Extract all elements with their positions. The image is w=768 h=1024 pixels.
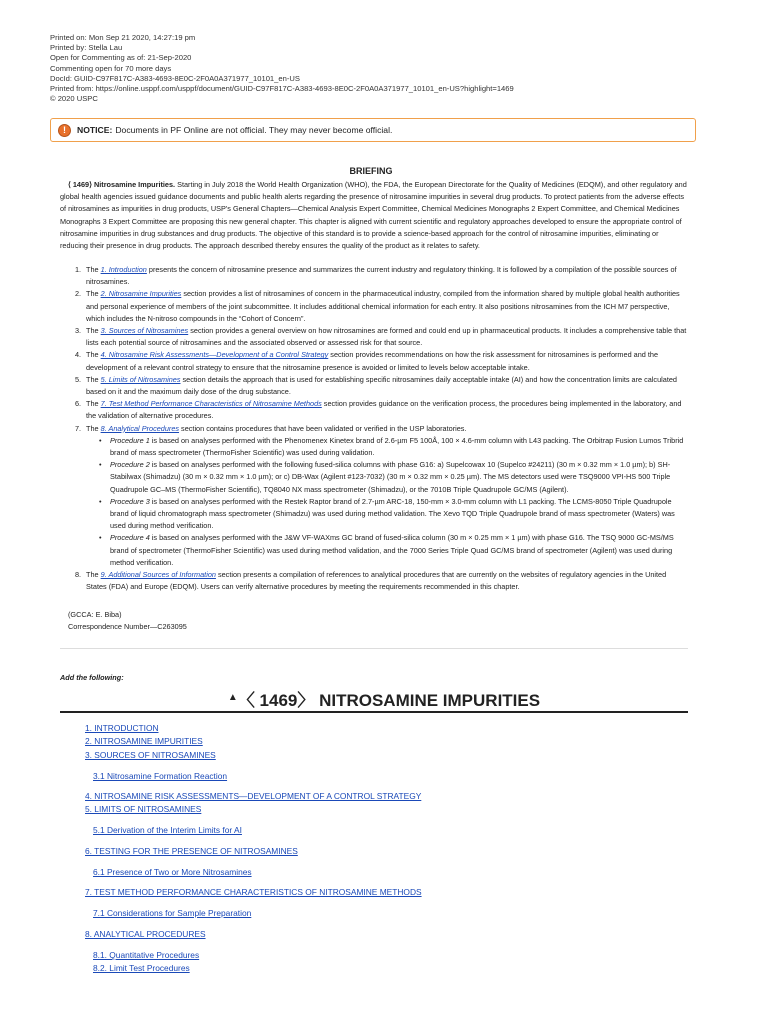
triangle-marker-icon: ▲ [227,692,238,703]
briefing-title: BRIEFING [349,166,393,176]
list-item: 6. The 7. Test Method Performance Characteristics of Nitrosamine Methods section provides guidance on the verification process, the procedures being implemented in the laboratory, and the validation of alternative procedures. [75,399,682,421]
toc-link[interactable]: 3. SOURCES OF NITROSAMINES [85,750,216,760]
notice-banner [50,118,696,142]
section-link[interactable]: 2. Nitrosamine Impurities [100,289,182,299]
gcca: (GCCA: E. Biba) [68,610,122,619]
section-link[interactable]: 1. Introduction [100,265,147,274]
list-item: 8. The 9. Additional Sources of Information section presents a compilation of references to analytical procedures that are currently on the websites of regulatory agencies in the United States (FDA) and Europe (EDQM). Users can verify alternative procedures by meeting the requirements recommended in this chapter. [75,570,667,592]
list-item: 5. The 5. Limits of Nitrosamines section details the approach that is used for establishing specific nitrosamines daily acceptable intake (AI) and how the concentration limits are calculated based on it and the maximum daily dose of the drug substance. [75,374,677,397]
toc-link[interactable]: 1. INTRODUCTION [85,723,159,733]
procedure-item: • Procedure 2 is based on analyses performed with the following fused-silica columns with phase G16: a) Supelcowax 10 (Supelco #24211) (30 m × 0.32 mm × 1.0 µm); b) SH-Stabilwax (Shimadzu) (30 m × 0.32 mm × 1.0 µm); or c) DB-Wax (Agilent #123-7032) (30 m × 0.32 mm × 0.25 µm). The MS detectors used were TSQ9000 VPI-HS 500 Triple Quadrupole GC–MS (ThermoFisher Scientific), TQ8040 NX mass spectrometer (Shimadzu), or the 7010B Triple Quadrupole GC/MS (Agilent). [86,459,688,496]
toc-link[interactable]: 6.1 Presence of Two or More Nitrosamines [93,867,252,877]
toc-link[interactable]: 6. TESTING FOR THE PRESENCE OF NITROSAMINES [85,846,298,856]
procedure-list [86,435,688,569]
briefing-footer [68,609,187,633]
toc-link[interactable]: 7.1 Considerations for Sample Preparation [93,908,252,918]
title-divider [60,711,688,713]
section-link[interactable]: 5. Limits of Nitrosamines [100,374,181,384]
toc-link[interactable]: 2. NITROSAMINE IMPURITIES [85,736,203,746]
printed-from: Printed from: https://online.usppf.com/usppf/document/GUID-C97F817C-A383-4693-8E0C-2F0A0A371977_10101_en-US?highlight=1469 [50,84,514,94]
chapter-title-text: 〈 1469〉 NITROSAMINE IMPURITIES [237,691,541,710]
notice-label: NOTICE: [77,125,113,135]
procedure-item: • Procedure 1 is based on analyses performed with the Phenomenex Kinetex brand of 2.6-µm F5 100Å, 100 × 4.6-mm column with L43 packing. The Orbitrap Fusion Lumos Tribrid brand of mass spectrometer (ThermoFisher Scientific) was used during validation. [86,435,688,459]
section-link[interactable]: 8. Analytical Procedures [100,423,180,433]
toc-link[interactable]: 8.2. Limit Test Procedures [93,963,190,973]
toc-link[interactable]: 7. TEST METHOD PERFORMANCE CHARACTERISTICS OF NITROSAMINE METHODS [85,887,422,897]
print-info [50,33,514,104]
procedure-item: • Procedure 4 is based on analyses performed with the J&W VF-WAXms GC brand of fused-silica column (30 m × 0.25 mm × 1 µm) with phase G16. The TSQ 9000 GC-MS/MS brand of spectrometer (ThermoFisher Scientific) was used during method validation, and the 7000 Series Triple Quad GC/MS brand of spectrometer (Agilent) was used during method verification. [86,532,688,569]
toc-link[interactable]: 5.1 Derivation of the Interim Limits for AI [93,825,242,835]
toc-link[interactable]: 4. NITROSAMINE RISK ASSESSMENTS—DEVELOPMENT OF A CONTROL STRATEGY [85,791,422,801]
list-item: 7. The 8. Analytical Procedures section contains procedures that have been validated or verified in the USP laboratories. • Procedure 1 is based on analyses performed with the Phenomenex Kinetex brand of 2.6-µm F5 100Å, 100 × 4.6-mm column with L43 packing. The Orbitrap Fusion Lumos Tribrid brand of mass spectrometer (ThermoFisher Scientific) was used during validation. • Procedure 2 is based on analyses performed with the following fused-silica columns with phase G16: a) Supelcowax 10 (Supelco #24211) (30 m × 0.32 mm × 1.0 µm); b) SH-Stabilwax (Shimadzu) (30 m × 0.32 mm × 1.0 µm); or c) DB-Wax (Agilent #123-7032) (30 m × 0.32 mm × 0.25 µm). The MS detectors used were TSQ9000 VPI-HS 500 Triple Quadrupole GC–MS (ThermoFisher Scientific), TQ8040 NX mass spectrometer (Shimadzu), or the 7010B Triple Quadrupole GC/MS (Agilent). • Procedure 3 is based on analyses performed with the Restek Raptor brand of 2.7-µm ARC-18, 150-mm × 3.0-mm column with L1 packing. The LCMS-8050 Triple Quadrupole brand of liquid chromatograph mass spectrometer (Shimadzu) was used during method validation. The Xevo TQD Triple Quadrupole brand of mass spectrometer (Waters) was used during method verification. • Procedure 4 is based on analyses performed with the J&W VF-WAXms GC brand of fused-silica column (30 m × 0.25 mm × 1 µm) with phase G16. The TSQ 9000 GC-MS/MS brand of spectrometer (ThermoFisher Scientific) was used during method validation, and the 7000 Series Triple Quad GC/MS brand of spectrometer (Agilent) was used during method verification. [60,423,688,569]
intro-text: Starting in July 2018 the World Health Organization (WHO), the FDA, the European Directorate for the Quality of Medicines (EDQM), and other regulatory and global health agencies issued guidance documents and public health alerts regarding the presence of nitrosamine impurities in several drug products. To protect patients from the adverse effects of nitrosamines as impurities in drug products, USP's General Chapters—Chemical Analysis Expert Committee, Chemical Medicines Monographs 2 Expert Committee, and Chemical Medicines Monographs 3 Expert Committee are proposing this new general chapter. This chapter is aligned with current scientific and regulatory approaches developed to ensure the appropriate control of nitrosamine impurities in drug substances and drug products. The objective of this standard is to provide a science-based approach for the control of nitrosamine impurities, eliminating or reducing their presence in drug products. The approach described thereby ensures the quality of the product as it relates to safety. [60,180,687,251]
printed-by: Printed by: Stella Lau [50,43,123,53]
chapter-ref: ⟨ 1469⟩ Nitrosamine Impurities. [68,180,176,189]
toc-link[interactable]: 8.1. Quantitative Procedures [93,950,200,960]
open-for-commenting: Open for Commenting as of: 21-Sep-2020 [50,53,192,63]
exclamation-icon: ! [58,124,71,137]
list-item: 1. The 1. Introduction presents the concern of nitrosamine presence and summarizes the current industry and regulatory thinking. It is followed by a compilation of the possible sources of nitrosamines. [75,265,677,287]
list-item: 3. The 3. Sources of Nitrosamines section provides a general overview on how nitrosamines are formed and could end up in pharmaceutical products. It includes a comprehensive table that lists each potential source of nitrosamines and the associated observed or assessed risk for that source. [75,326,687,348]
add-following-label: Add the following: [60,673,124,682]
doc-id: DocId: GUID-C97F817C-A383-4693-8E0C-2F0A0A371977_10101_en-US [50,73,300,83]
commenting-days: Commenting open for 70 more days [50,63,172,73]
notice-text: Documents in PF Online are not official. They may never become official. [115,125,393,135]
toc-link[interactable]: 8. ANALYTICAL PROCEDURES [85,929,206,939]
toc-link[interactable]: 3.1 Nitrosamine Formation Reaction [93,771,228,781]
section-link[interactable]: 7. Test Method Performance Characteristics of Nitrosamine Methods [100,399,322,409]
divider [60,648,688,649]
list-item: 4. The 4. Nitrosamine Risk Assessments—Development of a Control Strategy section provides recommendations on how the risk assessment for nitrosamines is performed and the development of a relevant control strategy to ensure that the nitrosamine presence is avoided or limited to levels below acceptable intake. [75,350,658,372]
copyright: © 2020 USPC [50,94,98,104]
correspondence-number: Correspondence Number—C263095 [68,622,187,632]
briefing-intro [60,179,688,252]
section-link[interactable]: 4. Nitrosamine Risk Assessments—Development of a Control Strategy [100,350,329,360]
toc-link[interactable]: 5. LIMITS OF NITROSAMINES [85,804,202,814]
print-date: Printed on: Mon Sep 21 2020, 14:27:19 pm [50,33,196,42]
chapter-title [0,686,768,711]
section-link[interactable]: 9. Additional Sources of Information [100,570,216,580]
procedure-item: • Procedure 3 is based on analyses performed with the Restek Raptor brand of 2.7-µm ARC-18, 150-mm × 3.0-mm column with L1 packing. The LCMS-8050 Triple Quadrupole brand of liquid chromatograph mass spectrometer (Shimadzu) was used during method validation. The Xevo TQD Triple Quadrupole brand of mass spectrometer (Waters) was used during method verification. [86,496,688,533]
list-item: 2. The 2. Nitrosamine Impurities section provides a list of nitrosamines of concern in the pharmaceutical industry, compiled from the information shared by multiple global health authorities and personal experience of members of the joint subcommittee. It includes additional chemical information for each entry. It also positions nitrosamines from the ICH M7 perspective, which includes the N-nitroso compounds in the “Cohort of Concern”. [75,289,680,323]
briefing-list [60,264,688,593]
section-link[interactable]: 3. Sources of Nitrosamines [100,326,189,336]
